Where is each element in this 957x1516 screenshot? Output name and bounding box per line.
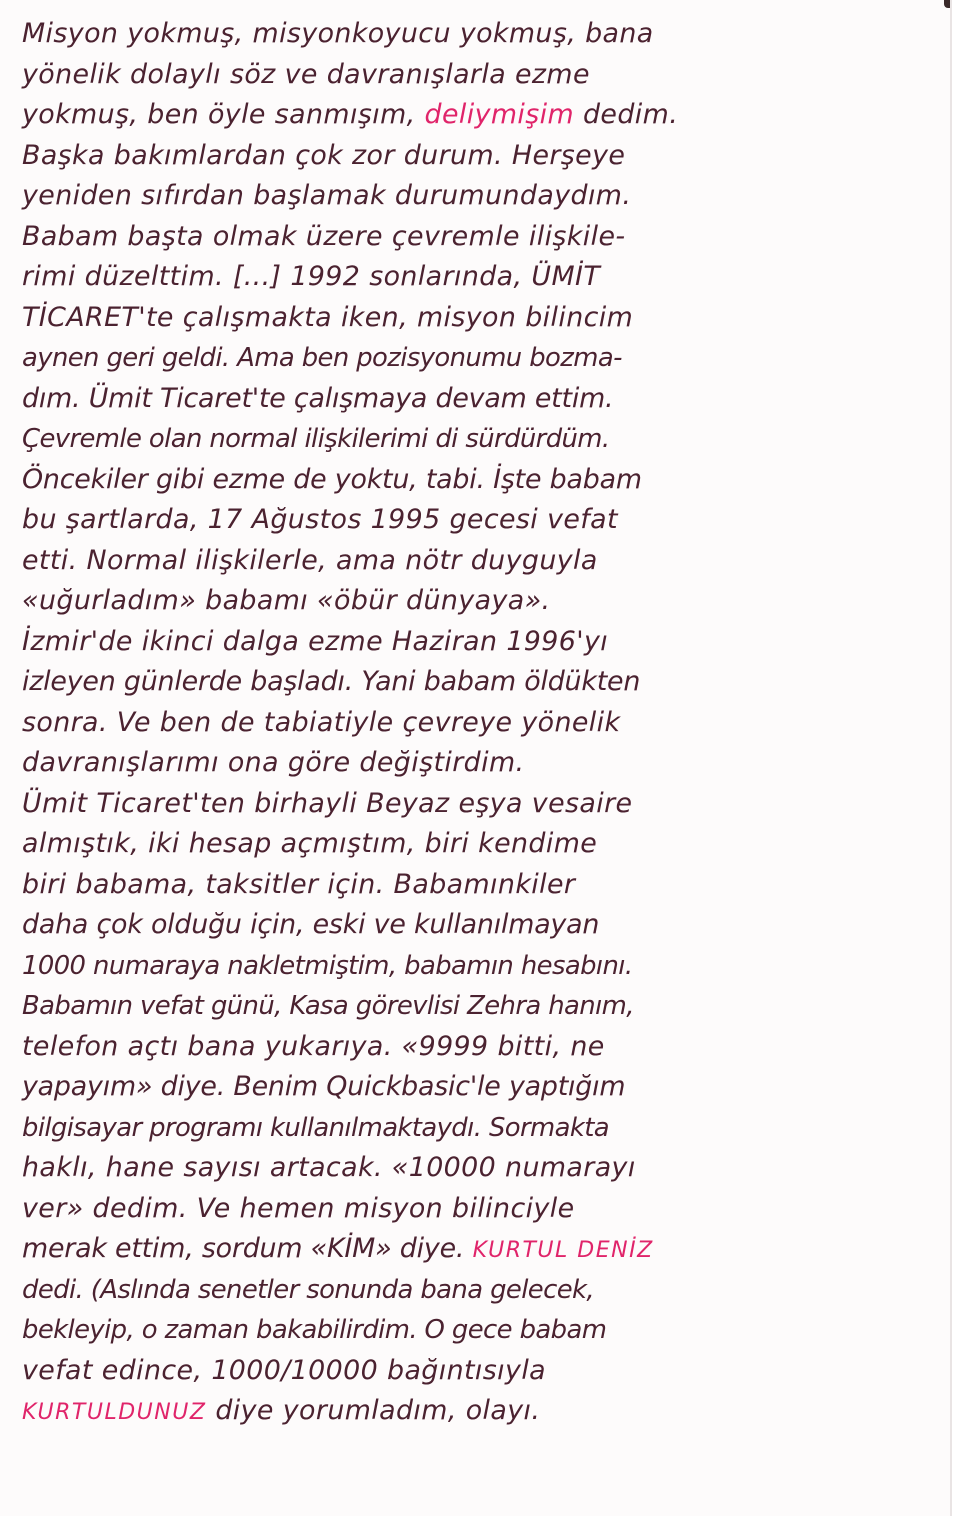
line-25-text: Babamın vefat günü, Kasa görevlisi Zehra hanım, [22,991,634,1021]
line-8-text: TİCARET'te çalışmakta iken, misyon bilincim [22,301,634,333]
text-line-35 [22,1391,942,1432]
line-18-text: sonra. Ve ben de tabiatiyle çevreye yönelik [22,706,621,738]
text-line-26 [22,1027,942,1068]
line-13-text: bu şartlarda, 17 Ağustos 1995 gecesi vefat [22,504,618,535]
text-line-14 [22,541,942,582]
line-6-text: Babam başta olmak üzere çevremle ilişkile- [22,220,626,252]
text-line-17 [22,662,942,703]
text-line-25 [22,986,942,1027]
line-3-text: yokmuş, ben öyle sanmışım, [22,99,425,130]
text-line-31 [22,1229,942,1270]
text-line-15 [22,581,942,622]
line-15-text: «uğurladım» babamı «öbür dünyaya». [22,585,551,616]
line-19-text: davranışlarımı ona göre değiştirdim. [22,747,525,778]
line-20-text: Ümit Ticaret'ten birhayli Beyaz eşya vesaire [22,787,633,819]
text-line-9 [22,338,942,379]
highlighted-word-deliymisim: deliymişim [424,99,575,130]
line-27-text: yapayım» diye. Benim Quickbasic'le yaptığım [22,1071,626,1102]
line-14-text: etti. Normal ilişkilerle, ama nötr duyguyla [22,544,598,576]
line-4-text: Başka bakımlardan çok zor durum. Herşeye [22,139,626,171]
text-line-18 [22,703,942,744]
text-line-19 [22,743,942,784]
line-30-text: ver» dedim. Ve hemen misyon bilinciyle [22,1192,575,1224]
line-28-text: bilgisayar programı kullanılmaktaydı. Sormakta [22,1112,610,1143]
text-line-2 [22,55,942,96]
text-line-33 [22,1310,942,1351]
text-line-22 [22,865,942,906]
line-7-text: rimi düzelttim. [...] 1992 sonlarında, ÜMİT [22,261,601,292]
line-33-text: bekleyip, o zaman bakabilirdim. O gece babam [22,1315,607,1345]
highlighted-name-kurtul-deniz: KURTUL DENİZ [472,1238,654,1263]
text-line-30 [22,1189,942,1230]
text-line-10 [22,379,942,420]
text-line-6 [22,217,942,258]
highlighted-word-kurtuldunuz: KURTULDUNUZ [22,1400,207,1425]
text-line-27 [22,1067,942,1108]
text-line-28 [22,1108,942,1149]
text-line-4 [22,136,942,177]
line-1-text: Misyon yokmuş, misyonkoyucu yokmuş, bana [22,18,654,49]
line-34-text: vefat edince, 1000/10000 bağıntısıyla [22,1354,547,1386]
text-line-23 [22,905,942,946]
line-5-text: yeniden sıfırdan başlamak durumundaydım. [22,180,632,211]
text-line-7 [22,257,942,298]
page-corner-mark [944,0,950,8]
text-line-3 [22,95,942,136]
text-line-29 [22,1148,942,1189]
line-26-text: telefon açtı bana yukarıya. «9999 bitti, ne [22,1030,605,1062]
text-line-20 [22,784,942,825]
text-line-21 [22,824,942,865]
line-3-text-end: dedim. [574,99,679,130]
line-17-text: izleyen günlerde başladı. Yani babam öldükten [22,666,641,697]
line-22-text: biri babama, taksitler için. Babamınkiler [22,868,576,900]
text-line-11 [22,419,942,460]
line-10-text: dım. Ümit Ticaret'te çalışmaya devam ettim. [22,382,614,414]
handwritten-text [22,14,942,1432]
text-line-16 [22,622,942,663]
text-line-12 [22,460,942,501]
text-line-24 [22,946,942,987]
line-32-text: dedi. (Aslında senetler sonunda bana gelecek, [22,1274,595,1305]
text-line-34 [22,1351,942,1392]
text-line-13 [22,500,942,541]
line-29-text: haklı, hane sayısı artacak. «10000 numarayı [22,1152,636,1183]
line-31-text: merak ettim, sordum «KİM» diye. [22,1233,473,1264]
line-12-text: Öncekiler gibi ezme de yoktu, tabi. İşte babam [22,463,642,495]
line-21-text: almıştık, iki hesap açmıştım, biri kendime [22,828,598,859]
text-line-8 [22,298,942,339]
line-11-text: Çevremle olan normal ilişkilerimi di sürdürdüm. [22,424,610,454]
line-35-text: diye yorumladım, olayı. [206,1395,541,1426]
text-line-32 [22,1270,942,1311]
line-24-text: 1000 numaraya nakletmiştim, babamın hesabını. [22,950,633,981]
text-line-1 [22,14,942,55]
text-line-5 [22,176,942,217]
line-2-text: yönelik dolaylı söz ve davranışlarla ezme [22,58,590,90]
line-23-text: daha çok olduğu için, eski ve kullanılmayan [22,909,600,940]
line-9-text: aynen geri geldi. Ama ben pozisyonumu bozma- [22,343,622,373]
line-16-text: İzmir'de ikinci dalga ezme Haziran 1996'yı [22,625,609,657]
